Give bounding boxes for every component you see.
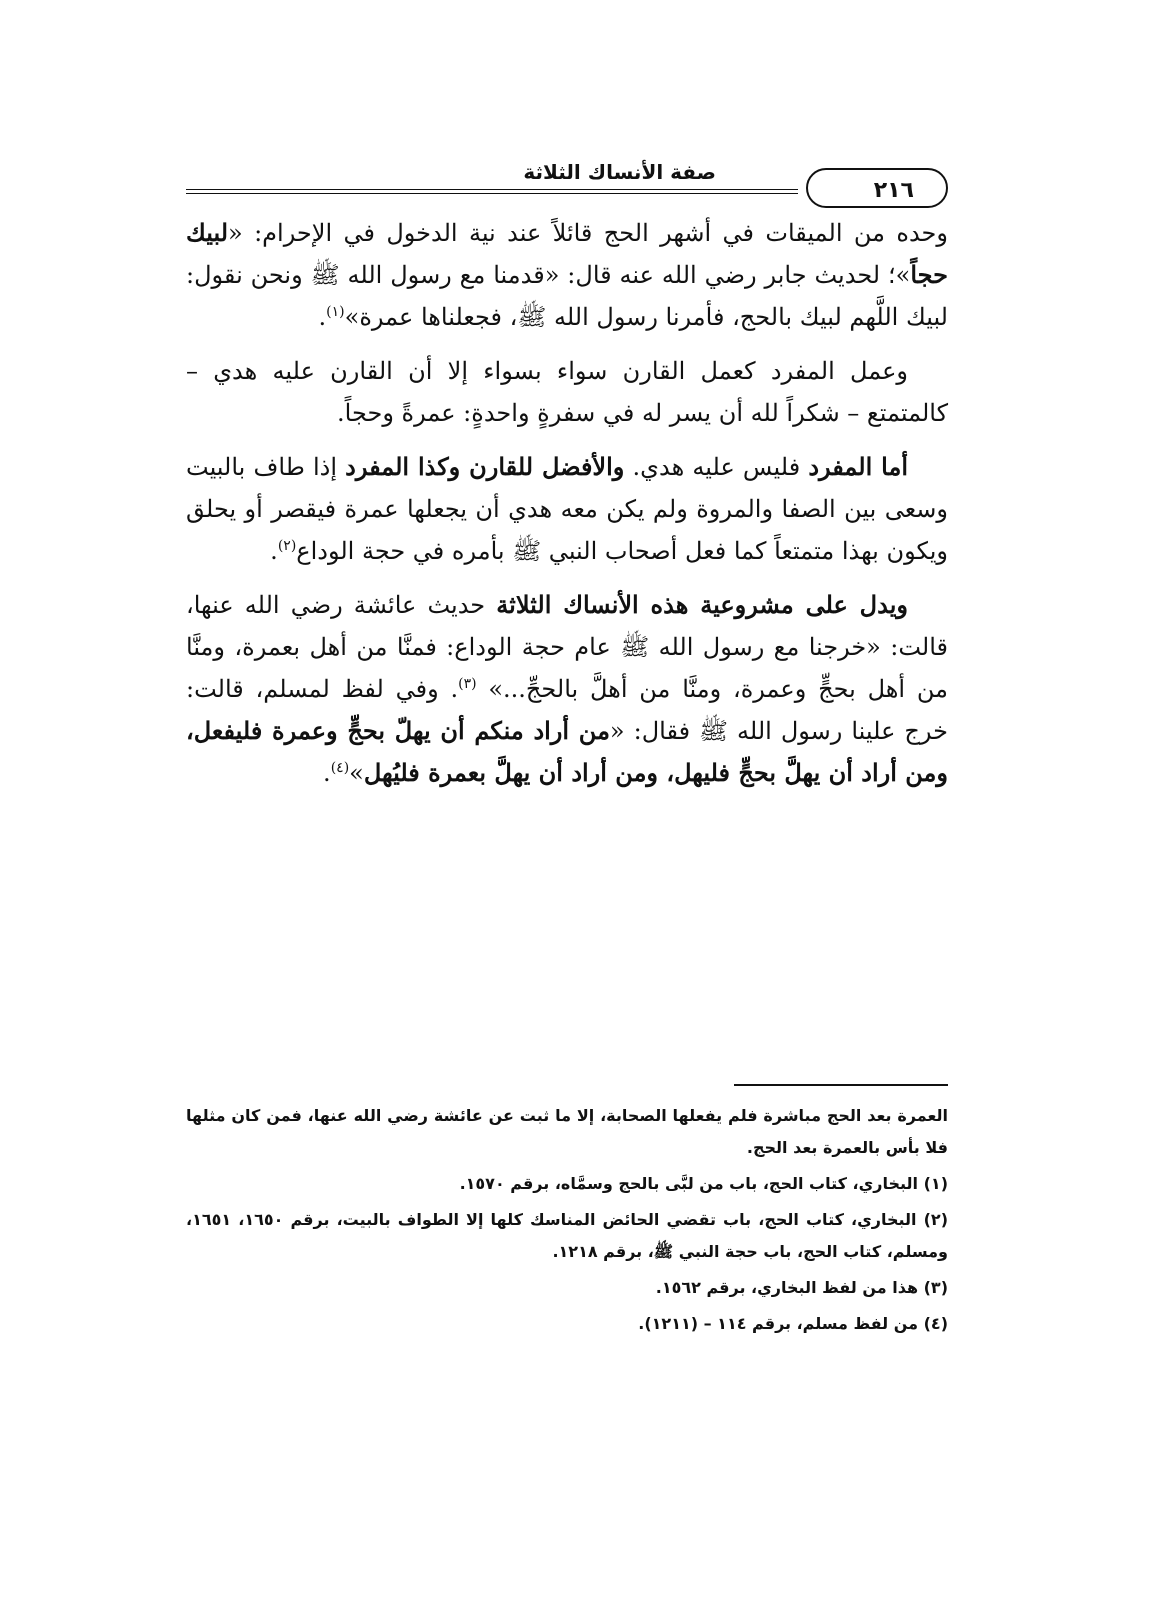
text-run: إذا طاف بالبيت وسعى بين الصفا والمروة ولم يكن معه هدي أن يجعلها عمرة فيقصر أو يحلق ويكون بهذا متمتعاً كما فعل أصحاب النبي ﷺ بأمره في حجة الوداع (186, 453, 948, 565)
page-number: ٢١٦ (873, 178, 914, 203)
footnote-ref: (١) (326, 304, 345, 320)
footnote-ref: (٣) (458, 676, 477, 692)
text-run: فليس عليه هدي. (624, 453, 809, 481)
footnote: (٤) من لفظ مسلم، برقم ١١٤ – (١٢١١). (638, 1314, 948, 1333)
body-paragraph (186, 584, 948, 794)
body-text (186, 212, 948, 806)
bold-text: ويدل على مشروعية هذه الأنساك الثلاثة (496, 590, 908, 619)
bold-text: والأفضل للقارن وكذا المفرد (345, 452, 625, 481)
text-run: . (318, 303, 327, 331)
bold-text: من أراد منكم أن يهلّ بحجٍّ وعمرة فليفعل، ومن أراد أن يهلَّ بحجٍّ فليهل، ومن أراد أن يهلَّ بعمرة فليُهل (186, 716, 948, 787)
page-header (186, 160, 948, 208)
text-run: حديث عائشة رضي الله عنها، قالت: «خرجنا مع رسول الله ﷺ عام حجة الوداع: فمنَّا من أهل بعمرة، ومنَّا من أهل بحجٍّ وعمرة، ومنَّا من أهلَّ بالحجِّ...» (186, 591, 948, 703)
header-rule (186, 189, 798, 194)
text-run: وعمل المفرد كعمل القارن سواء بسواء إلا أن القارن عليه هدي – كالمتمتع – شكراً لله أن يسر له في سفرةٍ واحدةٍ: عمرةً وحجاً. (186, 357, 948, 427)
footnote: (١) البخاري، كتاب الحج، باب من لبَّى بالحج وسمَّاه، برقم ١٥٧٠. (459, 1174, 948, 1193)
text-run: . (323, 759, 331, 787)
footnote: العمرة بعد الحج مباشرة فلم يفعلها الصحابة، إلا ما ثبت عن عائشة رضي الله عنها، فمن كان مثلها فلا بأس بالعمرة بعد الحج. (186, 1106, 948, 1157)
bold-text: أما المفرد (808, 452, 908, 481)
footnote-separator (734, 1084, 948, 1086)
body-paragraph (186, 350, 948, 434)
footnotes (186, 1100, 948, 1344)
bold-text: لبيك حجاً (186, 218, 948, 289)
page-number-frame (806, 168, 948, 208)
footnote-ref: (٢) (277, 538, 297, 554)
text-run: . (270, 537, 278, 565)
running-title: صفة الأنساك الثلاثة (523, 160, 716, 184)
text-run: »؛ لحديث جابر رضي الله عنه قال: «قدمنا مع رسول الله ﷺ ونحن نقول: لبيك اللَّهم لبيك بالحج، فأمرنا رسول الله ﷺ، فجعلناها عمرة» (186, 261, 948, 331)
text-run: وحده من الميقات في أشهر الحج قائلاً عند نية الدخول في الإحرام: « (228, 219, 948, 247)
body-paragraph (186, 446, 948, 572)
text-run: » (349, 759, 364, 787)
text-run: . وفي لفظ لمسلم، قالت: خرج علينا رسول الله ﷺ فقال: « (186, 675, 949, 745)
footnote: (٢) البخاري، كتاب الحج، باب تقضي الحائض المناسك كلها إلا الطواف بالبيت، برقم ١٦٥٠، ١٦٥١، ومسلم، كتاب الحج، باب حجة النبي ﷺ، برقم ١٢١٨. (186, 1210, 948, 1261)
body-paragraph (186, 212, 948, 338)
footnote-ref: (٤) (330, 760, 350, 776)
footnote: (٣) هذا من لفظ البخاري، برقم ١٥٦٢. (655, 1278, 948, 1297)
